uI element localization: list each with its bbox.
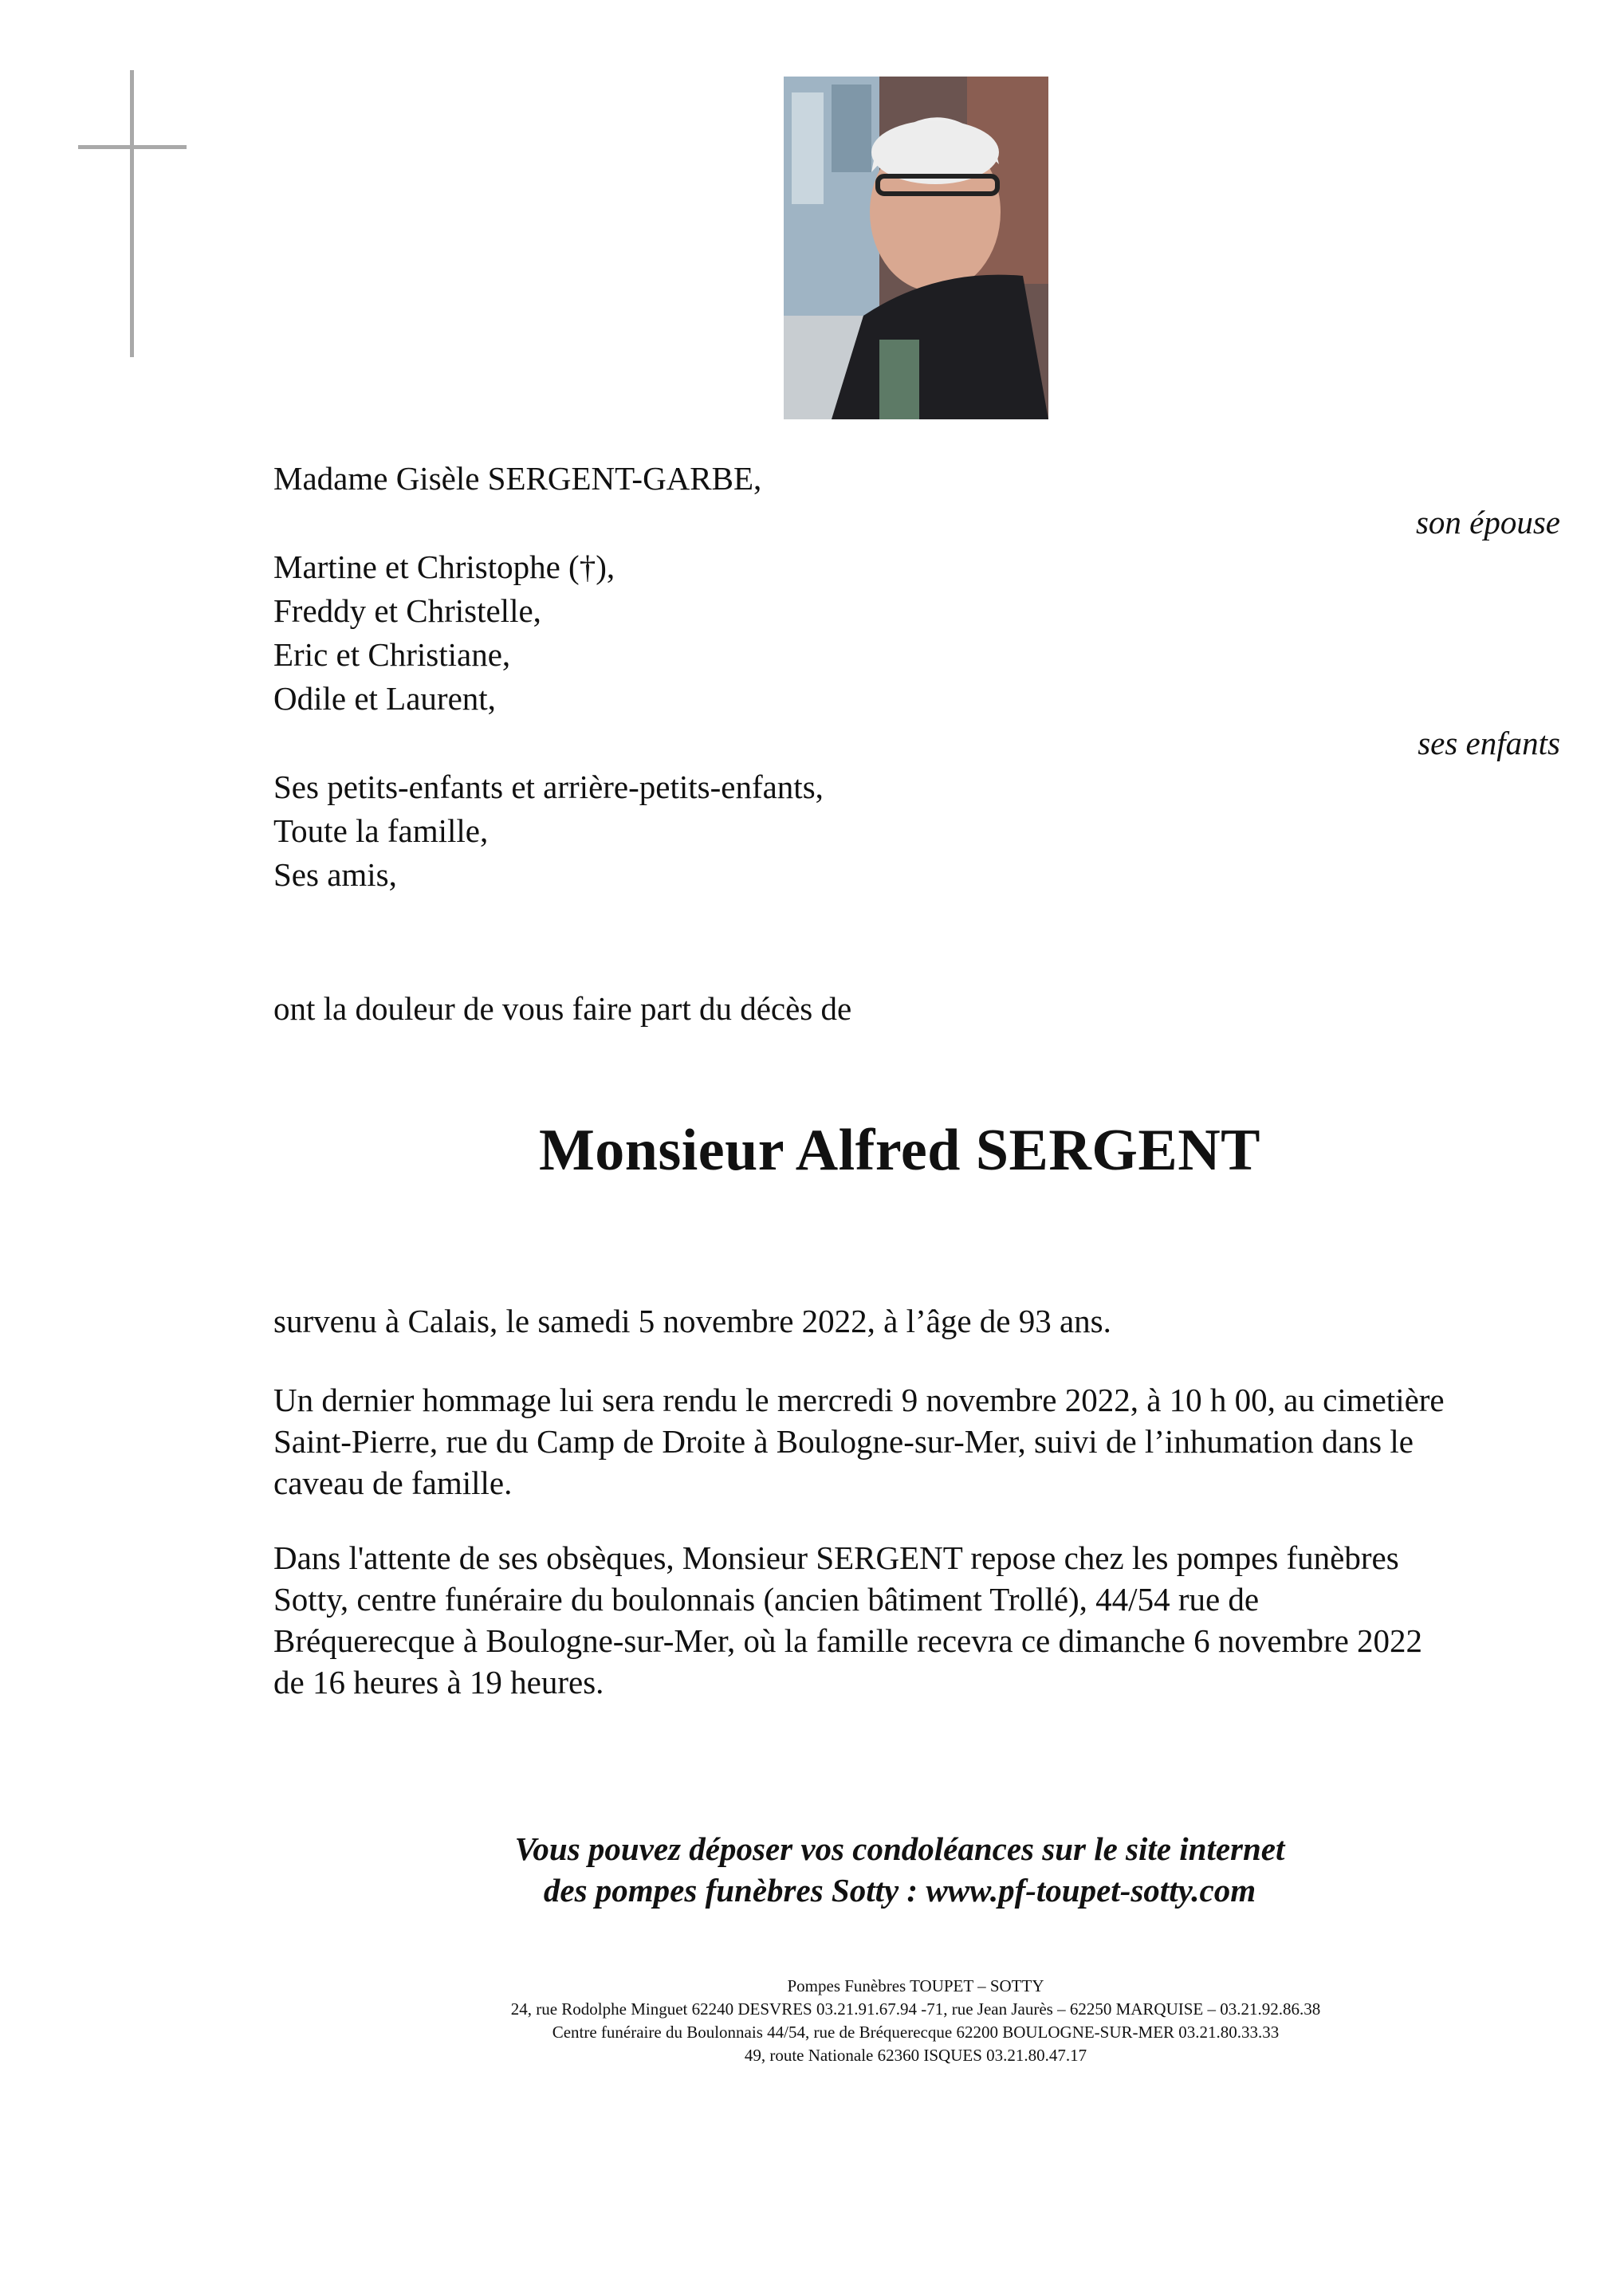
footer-text: 49, route Nationale 62360 ISQUES 03.21.80.47.17 xyxy=(744,2046,1087,2065)
family-line: Toute la famille, xyxy=(273,812,489,849)
footer-text: 24, rue Rodolphe Minguet 62240 DESVRES 03.21.91.67.94 -71, rue Jean Jaurès – 62250 MARQUISE – 03.21.92.86.38 xyxy=(510,1999,1321,2019)
footer-text: Pompes Funèbres TOUPET – SOTTY xyxy=(787,1976,1044,1995)
footer-text: Centre funéraire du Boulonnais 44/54, rue de Bréquerecque 62200 BOULOGNE-SUR-MER 03.21.80.33.33 xyxy=(552,2023,1280,2042)
child-line: Freddy et Christelle, xyxy=(273,592,541,629)
deceased-name xyxy=(0,1115,1624,1186)
family-line: Ses amis, xyxy=(273,856,397,893)
condolences-text: des pompes funèbres Sotty : www.pf-toupet-sotty.com xyxy=(543,1872,1256,1909)
ceremony-line: caveau de famille. xyxy=(273,1464,513,1501)
footer-company xyxy=(0,1974,1624,1998)
spouse-name: Madame Gisèle SERGENT-GARBE, xyxy=(273,460,762,497)
relation-spouse: son épouse xyxy=(1415,504,1560,541)
ceremony-line: Un dernier hommage lui sera rendu le mercredi 9 novembre 2022, à 10 h 00, au cimetière xyxy=(273,1382,1445,1418)
child-line: Eric et Christiane, xyxy=(273,636,511,673)
rest-paragraph xyxy=(273,1537,1565,1703)
family-line: Ses petits-enfants et arrière-petits-enfants, xyxy=(273,769,824,805)
footer-address xyxy=(0,2020,1624,2044)
rest-line: Bréquerecque à Boulogne-sur-Mer, où la famille recevra ce dimanche 6 novembre 2022 xyxy=(273,1622,1423,1659)
rest-line: de 16 heures à 19 heures. xyxy=(273,1664,604,1700)
condolences-text: Vous pouvez déposer vos condoléances sur le site internet xyxy=(514,1830,1285,1867)
child-line: Odile et Laurent, xyxy=(273,680,496,717)
death-info: survenu à Calais, le samedi 5 novembre 2022, à l’âge de 93 ans. xyxy=(273,1303,1111,1339)
footer-address xyxy=(0,2043,1624,2067)
deceased-name-text: Monsieur Alfred SERGENT xyxy=(538,1118,1261,1183)
footer-address xyxy=(0,1997,1624,2021)
portrait-image xyxy=(784,77,1048,419)
ceremony-line: Saint-Pierre, rue du Camp de Droite à Boulogne-sur-Mer, suivi de l’inhumation dans le xyxy=(273,1423,1414,1460)
ceremony-paragraph xyxy=(273,1379,1565,1504)
rest-line: Dans l'attente de ses obsèques, Monsieur SERGENT repose chez les pompes funèbres xyxy=(273,1539,1399,1576)
announcement-text: ont la douleur de vous faire part du décès de xyxy=(273,990,852,1027)
condolences-line xyxy=(0,1827,1624,1870)
portrait-photo xyxy=(784,77,1048,419)
relation-children: ses enfants xyxy=(1418,725,1560,761)
condolences-line xyxy=(0,1869,1624,1912)
child-line: Martine et Christophe (†), xyxy=(273,548,615,585)
rest-line: Sotty, centre funéraire du boulonnais (ancien bâtiment Trollé), 44/54 rue de xyxy=(273,1581,1260,1618)
